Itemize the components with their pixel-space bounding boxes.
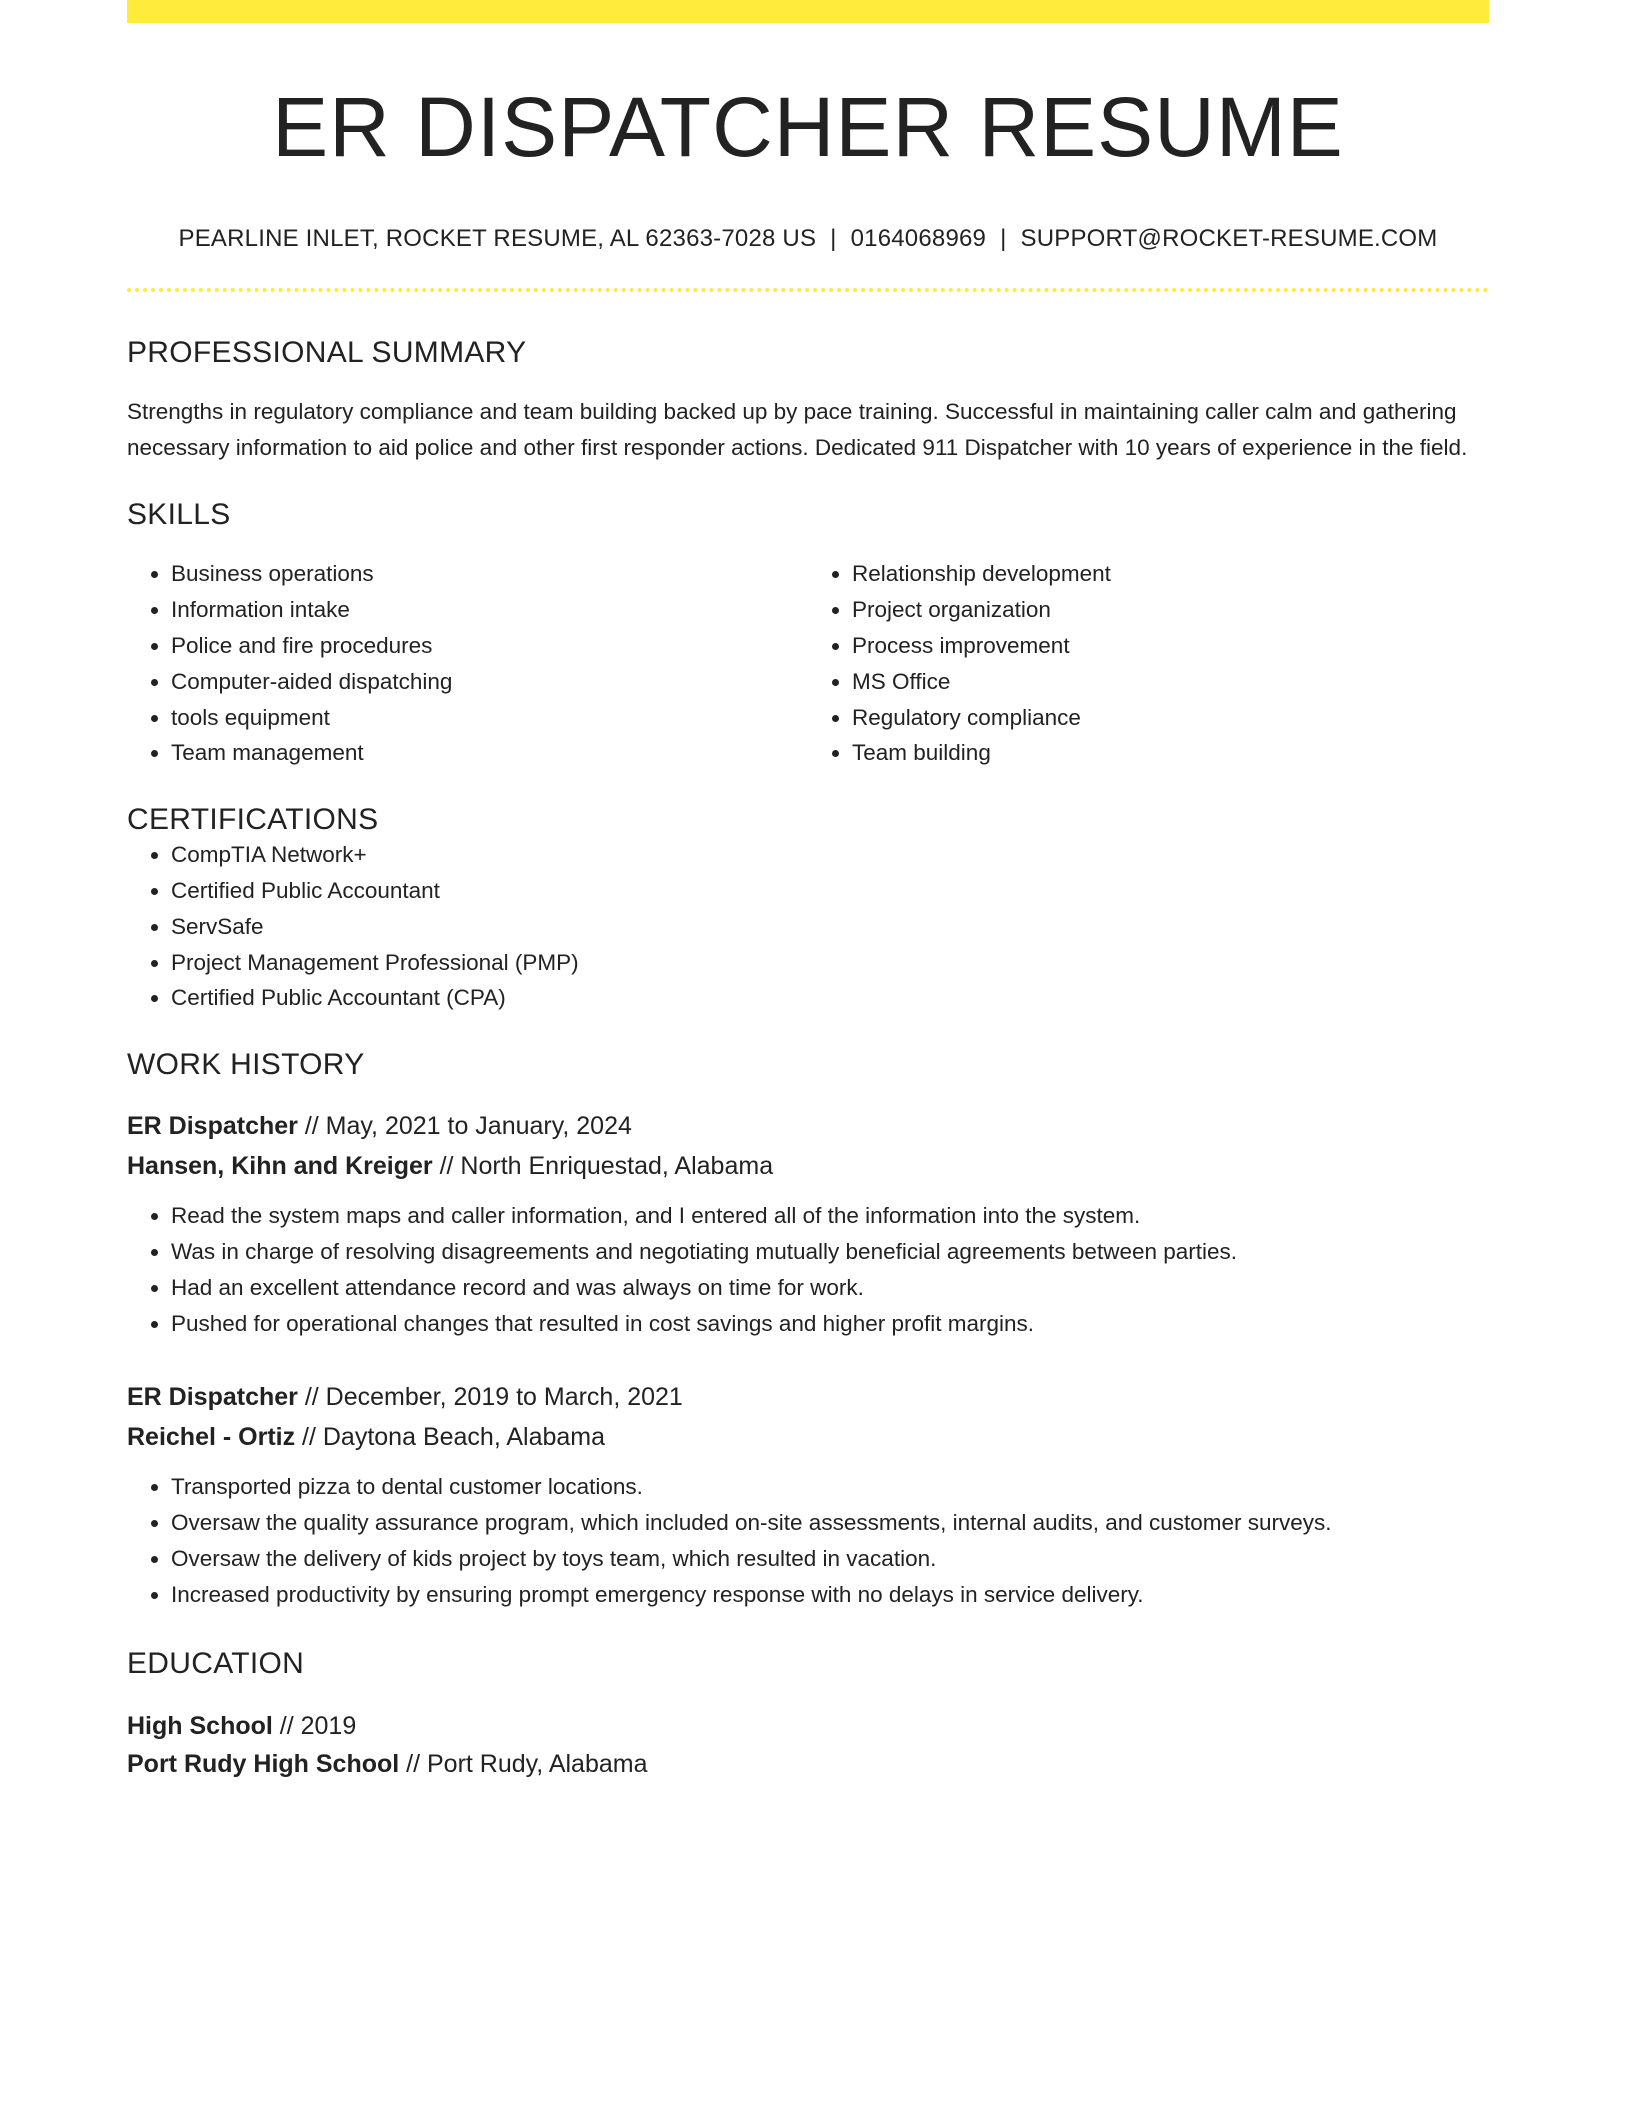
job-bullet: • Oversaw the delivery of kids project by toys team, which resulted in vacation. bbox=[171, 1541, 1489, 1577]
job-company: Hansen, Kihn and Kreiger bbox=[127, 1152, 433, 1181]
education-heading: EDUCATION bbox=[127, 1646, 305, 1680]
certification-item: • Certified Public Accountant bbox=[171, 873, 1489, 909]
certifications-heading: CERTIFICATIONS bbox=[127, 803, 379, 837]
job-bullets bbox=[127, 1198, 1489, 1341]
job-bullets bbox=[127, 1469, 1489, 1612]
skills-grid bbox=[127, 556, 1489, 771]
job-bullet: • Transported pizza to dental customer locations. bbox=[171, 1469, 1489, 1505]
certifications-list bbox=[127, 837, 1489, 1016]
job-bullet: • Read the system maps and caller information, and I entered all of the information into the system. bbox=[171, 1198, 1489, 1234]
contact-address: PEARLINE INLET, ROCKET RESUME, AL 62363-7028 US bbox=[178, 225, 817, 253]
job-entry bbox=[127, 1377, 1489, 1612]
job-company-line bbox=[127, 1146, 1489, 1186]
certification-item: • Certified Public Accountant (CPA) bbox=[171, 980, 1489, 1016]
job-dates: // December, 2019 to March, 2021 bbox=[297, 1383, 683, 1412]
contact-email[interactable]: SUPPORT@ROCKET-RESUME.COM bbox=[1020, 225, 1438, 253]
job-location: // Daytona Beach, Alabama bbox=[295, 1423, 606, 1452]
skills-heading: SKILLS bbox=[127, 498, 231, 532]
skills-list-right bbox=[808, 556, 1489, 771]
job-entry bbox=[127, 1106, 1489, 1341]
summary-heading: PROFESSIONAL SUMMARY bbox=[127, 336, 527, 370]
job-bullet: • Increased productivity by ensuring prompt emergency response with no delays in service delivery. bbox=[171, 1577, 1489, 1613]
skill-item: • Relationship development bbox=[852, 556, 1489, 592]
skill-item: • Computer-aided dispatching bbox=[171, 664, 808, 700]
job-dates: // May, 2021 to January, 2024 bbox=[297, 1112, 632, 1141]
contact-phone: 0164068969 bbox=[850, 225, 987, 253]
education-location: // Port Rudy, Alabama bbox=[399, 1749, 648, 1778]
job-title: ER Dispatcher bbox=[127, 1112, 298, 1141]
education-entry bbox=[127, 1707, 1489, 1783]
job-bullet: • Oversaw the quality assurance program, which included on-site assessments, internal audits, and customer surveys. bbox=[171, 1505, 1489, 1541]
job-bullet: • Had an excellent attendance record and was always on time for work. bbox=[171, 1270, 1489, 1306]
job-title-line bbox=[127, 1106, 1489, 1146]
education-school-line bbox=[127, 1745, 1489, 1783]
top-accent-bar bbox=[127, 0, 1489, 23]
education-degree-line bbox=[127, 1707, 1489, 1745]
job-location: // North Enriquestad, Alabama bbox=[432, 1152, 774, 1181]
job-title: ER Dispatcher bbox=[127, 1383, 298, 1412]
skill-item: • Regulatory compliance bbox=[852, 700, 1489, 736]
certification-item: • CompTIA Network+ bbox=[171, 837, 1489, 873]
certification-item: • Project Management Professional (PMP) bbox=[171, 945, 1489, 981]
education-year: // 2019 bbox=[272, 1711, 357, 1740]
skill-item: • MS Office bbox=[852, 664, 1489, 700]
job-title-line bbox=[127, 1377, 1489, 1417]
skill-item: • Project organization bbox=[852, 592, 1489, 628]
work-history-heading: WORK HISTORY bbox=[127, 1048, 365, 1082]
education-degree: High School bbox=[127, 1711, 273, 1740]
resume-page bbox=[127, 0, 1489, 1783]
skill-item: • Information intake bbox=[171, 592, 808, 628]
summary-text: Strengths in regulatory compliance and team building backed up by pace training. Successful in maintaining caller calm and gathering necessary information to aid police and other first responder actions. Dedicated 911 Dispatcher with 10 years of experience in the field. bbox=[127, 399, 1468, 461]
contact-separator: | bbox=[830, 225, 837, 253]
job-bullet: • Pushed for operational changes that resulted in cost savings and higher profit margins. bbox=[171, 1306, 1489, 1342]
skill-item: • Process improvement bbox=[852, 628, 1489, 664]
skill-item: • Police and fire procedures bbox=[171, 628, 808, 664]
skills-list-left bbox=[127, 556, 808, 771]
resume-title: ER DISPATCHER RESUME bbox=[272, 80, 1344, 174]
skill-item: • Team building bbox=[852, 735, 1489, 771]
contact-separator: | bbox=[1000, 225, 1007, 253]
job-bullet: • Was in charge of resolving disagreements and negotiating mutually beneficial agreements between parties. bbox=[171, 1234, 1489, 1270]
skill-item: • tools equipment bbox=[171, 700, 808, 736]
job-company: Reichel - Ortiz bbox=[127, 1423, 296, 1452]
skill-item: • Team management bbox=[171, 735, 808, 771]
dotted-divider bbox=[127, 288, 1489, 292]
contact-line bbox=[127, 225, 1489, 253]
education-school: Port Rudy High School bbox=[127, 1749, 400, 1778]
certification-item: • ServSafe bbox=[171, 909, 1489, 945]
skill-item: • Business operations bbox=[171, 556, 808, 592]
job-company-line bbox=[127, 1417, 1489, 1457]
